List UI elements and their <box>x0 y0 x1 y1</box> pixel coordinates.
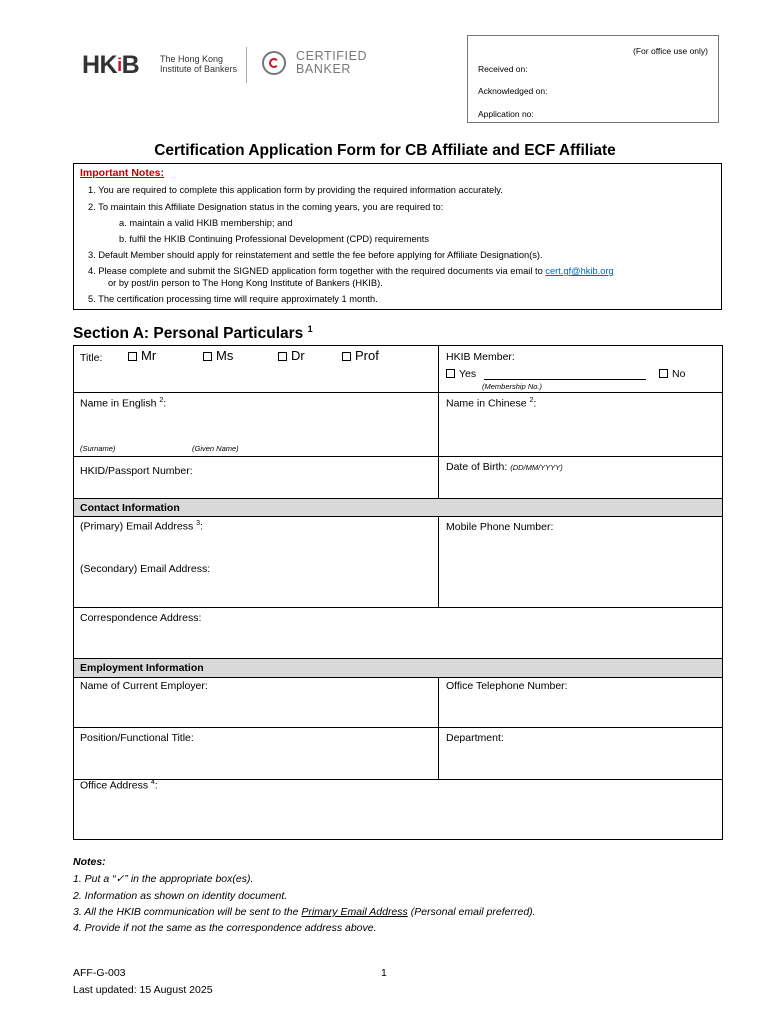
current-employer-label[interactable]: Name of Current Employer: <box>80 680 208 692</box>
section-a-title <box>73 324 313 343</box>
page-number: 1 <box>381 967 387 979</box>
institute-name <box>160 54 237 74</box>
name-chinese-sup: 2 <box>529 397 534 404</box>
no-checkbox[interactable] <box>659 369 668 378</box>
footnote-1: 1. Put a “✓” in the appropriate box(es). <box>73 873 254 885</box>
received-on-label: Received on: <box>478 64 528 74</box>
note-3: 3. Default Member should apply for reinstatement and settle the fee before applying for Affiliate Designation(s). <box>88 250 543 260</box>
employment-info-heading: Employment Information <box>80 662 204 674</box>
note-4 <box>88 266 614 276</box>
title-prof-option[interactable] <box>342 348 379 363</box>
name-english-sup: 2 <box>159 397 164 404</box>
note-2b: b. fulfil the HKIB Continuing Professional Development (CPD) requirements <box>119 234 430 244</box>
section-a-title-text: Section A: Personal Particulars <box>73 325 304 343</box>
name-chinese-label[interactable]: Name in Chinese $^2$: <box>446 397 537 410</box>
footnote-3-text-b: (Personal email preferred). <box>407 906 536 918</box>
name-english-label[interactable]: Name in English $^2$: <box>80 397 167 410</box>
surname-hint: (Surname) <box>80 444 116 453</box>
institute-line-2: Institute of Bankers <box>160 64 238 74</box>
section-a-sup: 1 <box>307 324 313 334</box>
prof-label: Prof <box>355 348 379 363</box>
prof-checkbox[interactable] <box>342 352 351 361</box>
dr-label: Dr <box>291 348 305 363</box>
dob-format-hint: (DD/MM/YYYY) <box>510 463 563 472</box>
position-title-label[interactable]: Position/Functional Title: <box>80 732 194 744</box>
office-address-label[interactable]: Office Address $^4$: <box>80 779 158 792</box>
title-dr-option[interactable] <box>278 348 305 363</box>
primary-email-label[interactable]: (Primary) Email Address $^3$: <box>80 520 203 533</box>
title-mr-option[interactable] <box>128 348 156 363</box>
footnote-4: 4. Provide if not the same as the correspondence address above. <box>73 922 377 934</box>
primary-email-sup: 3 <box>196 520 201 527</box>
title-label: Title: <box>80 352 103 364</box>
footnote-3 <box>73 906 536 918</box>
office-telephone-label[interactable]: Office Telephone Number: <box>446 680 568 692</box>
note-2: 2. To maintain this Affiliate Designation status in the coming years, you are required to: <box>88 202 444 212</box>
mr-checkbox[interactable] <box>128 352 137 361</box>
logo-divider <box>246 47 247 83</box>
personal-particulars-table <box>73 345 723 840</box>
department-label[interactable]: Department: <box>446 732 504 744</box>
dob-text: Date of Birth: <box>446 461 508 473</box>
dob-label[interactable] <box>446 461 563 473</box>
logo-i-text: i <box>117 55 122 75</box>
note-5: 5. The certification processing time will require approximately 1 month. <box>88 294 378 304</box>
title-ms-option[interactable] <box>203 348 233 363</box>
logo-hk-text: HK <box>82 51 118 79</box>
institute-line-1: The Hong Kong <box>160 54 224 64</box>
application-no-label: Application no: <box>478 109 534 119</box>
ms-checkbox[interactable] <box>203 352 212 361</box>
certified-banker-seal-icon <box>262 51 286 75</box>
mobile-phone-label[interactable]: Mobile Phone Number: <box>446 521 554 533</box>
cert-email-link[interactable]: cert.gf@hkib.org <box>545 266 614 276</box>
footnote-2: 2. Information as shown on identity document. <box>73 890 288 902</box>
office-use-label: (For office use only) <box>633 46 708 56</box>
no-label: No <box>672 368 686 380</box>
acknowledged-on-label: Acknowledged on: <box>478 86 548 96</box>
office-use-box <box>467 35 719 123</box>
footnote-3-underlined: Primary Email Address <box>301 906 408 918</box>
note-1: 1. You are required to complete this application form by providing the required information accurately. <box>88 185 503 195</box>
membership-no-hint: (Membership No.) <box>482 382 543 391</box>
footnote-3-text-a: 3. All the HKIB communication will be sent to the <box>73 906 302 918</box>
important-notes-heading: Important Notes: <box>80 167 164 179</box>
name-chinese-text: Name in Chinese <box>446 397 527 410</box>
yes-checkbox[interactable] <box>446 369 455 378</box>
yes-label: Yes <box>459 368 477 380</box>
last-updated: Last updated: 15 August 2025 <box>73 984 213 996</box>
correspondence-address-label[interactable]: Correspondence Address: <box>80 612 202 624</box>
ms-label: Ms <box>216 348 234 363</box>
page-title: Certification Application Form for CB Affiliate and ECF Affiliate <box>154 142 616 159</box>
hkib-logo <box>82 52 139 78</box>
contact-info-heading: Contact Information <box>80 502 180 514</box>
form-code: AFF-G-003 <box>73 967 126 979</box>
note-4-text: 4. Please complete and submit the SIGNED application form together with the required documents via email to <box>88 266 543 276</box>
member-no-option[interactable] <box>659 368 685 380</box>
given-name-hint: (Given Name) <box>192 444 239 453</box>
hkib-member-label: HKIB Member: <box>446 351 515 363</box>
dr-checkbox[interactable] <box>278 352 287 361</box>
membership-no-line[interactable] <box>484 379 646 380</box>
note-2a: a. maintain a valid HKIB membership; and <box>119 218 293 228</box>
office-address-text: Office Address <box>80 779 149 792</box>
office-address-sup: 4 <box>151 779 155 786</box>
mr-label: Mr <box>141 348 157 363</box>
important-notes-box <box>73 163 722 310</box>
footnotes-heading: Notes: <box>73 856 106 868</box>
hkid-label[interactable]: HKID/Passport Number: <box>80 465 193 477</box>
certified-text: CERTIFIED <box>296 49 368 63</box>
logo-b-text: B <box>121 51 140 79</box>
name-english-text: Name in English <box>80 397 157 410</box>
secondary-email-label[interactable]: (Secondary) Email Address: <box>80 563 211 575</box>
primary-email-text: (Primary) Email Address <box>80 520 194 533</box>
banker-text: BANKER <box>296 62 352 76</box>
note-4b: or by post/in person to The Hong Kong Institute of Bankers (HKIB). <box>108 278 383 288</box>
certified-banker-logo <box>296 50 367 76</box>
member-yes-option[interactable] <box>446 368 476 380</box>
